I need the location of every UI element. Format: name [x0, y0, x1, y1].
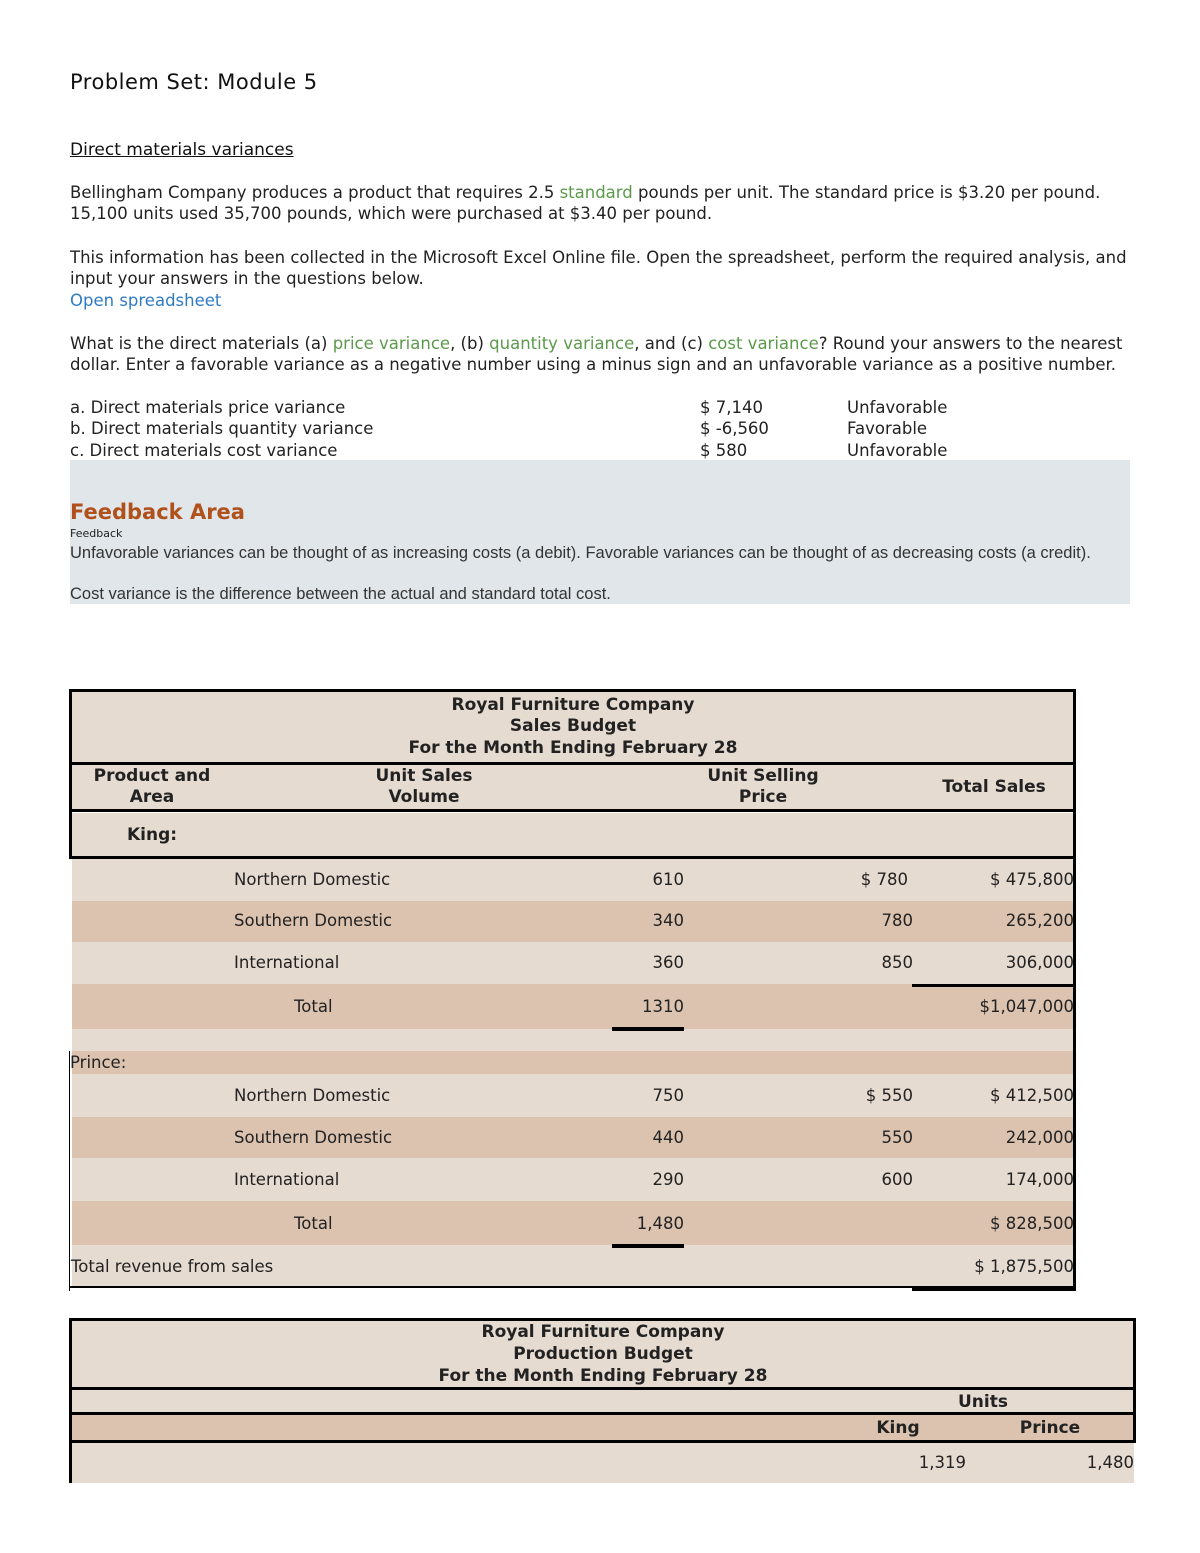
feedback-line-1: Unfavorable variances can be thought of as increasing costs (a debit). Favorable variances can be thought of as decreasing costs (a credit). [70, 544, 1091, 562]
row-band [72, 901, 1074, 942]
row-band [72, 859, 1074, 901]
answer-amount[interactable]: $ 580 [700, 441, 748, 460]
king-row-price[interactable]: 780 [881, 911, 913, 930]
question-text: , (b) [450, 334, 490, 353]
border [69, 1387, 1136, 1390]
row-band [72, 1117, 1074, 1158]
sales-company: Royal Furniture Company [451, 695, 695, 715]
feedback-line-2: Cost variance is the difference between the actual and standard total cost. [70, 585, 611, 603]
production-row-bg [72, 1443, 1134, 1483]
production-king-value[interactable]: 1,319 [918, 1453, 966, 1472]
production-cols-bg [72, 1415, 1134, 1440]
border [69, 1318, 1136, 1321]
prince-row-total[interactable]: $ 412,500 [990, 1086, 1074, 1105]
answer-label: a. Direct materials price variance [70, 398, 346, 417]
row-band [72, 942, 1074, 984]
king-row-area: International [234, 953, 340, 972]
production-company: Royal Furniture Company [481, 1322, 725, 1342]
question-text: ? Round your answers to the nearest dollar. Enter a favorable variance as a negative number using a minus sign and an unfavorable variance as a positive number. [70, 334, 1123, 374]
king-row-price[interactable]: $ 780 [860, 870, 908, 889]
answer-row-b [70, 418, 1070, 439]
prince-row-area: Northern Domestic [234, 1086, 391, 1105]
total-line [912, 1286, 1074, 1291]
prince-row-price[interactable]: $ 550 [865, 1086, 913, 1105]
feedback-label: Feedback [70, 527, 123, 540]
row-band [72, 1201, 1074, 1245]
col-unit-selling-price: Unit Selling Price [707, 766, 819, 807]
prince-row-price[interactable]: 600 [881, 1170, 913, 1189]
prince-row-volume[interactable]: 440 [652, 1128, 684, 1147]
king-row-price[interactable]: 850 [881, 953, 913, 972]
prince-row-volume[interactable]: 290 [652, 1170, 684, 1189]
border [69, 689, 1076, 692]
feedback-title: Feedback Area [70, 500, 245, 524]
king-row-total[interactable]: $ 475,800 [990, 870, 1074, 889]
answer-amount[interactable]: $ -6,560 [700, 419, 769, 438]
sales-budget-name: Sales Budget [509, 716, 637, 736]
border [69, 856, 1076, 859]
row-band [72, 1051, 1074, 1074]
prince-label: Prince: [70, 1053, 127, 1072]
feedback-area [70, 460, 1130, 604]
border [69, 762, 1076, 765]
king-row-area: Southern Domestic [234, 911, 393, 930]
prince-row-total[interactable]: 242,000 [1005, 1128, 1074, 1147]
row-band [72, 1074, 1074, 1117]
total-line [612, 1027, 684, 1031]
king-row-volume[interactable]: 340 [652, 911, 684, 930]
king-row-volume[interactable]: 360 [652, 953, 684, 972]
king-label: King: [127, 825, 178, 845]
sales-period: For the Month Ending February 28 [408, 738, 738, 758]
production-prince-value[interactable]: 1,480 [1086, 1453, 1134, 1472]
king-row-area: Northern Domestic [234, 870, 391, 889]
king-row-total[interactable]: 306,000 [1005, 953, 1074, 972]
answer-amount[interactable]: $ 7,140 [700, 398, 763, 417]
prince-row-total[interactable]: 174,000 [1005, 1170, 1074, 1189]
total-line [912, 984, 1074, 987]
prince-row-area: International [234, 1170, 340, 1189]
term-quantity-variance[interactable]: quantity variance [489, 334, 635, 353]
prince-total-label: Total [294, 1214, 333, 1233]
king-total-volume[interactable]: 1310 [642, 997, 684, 1016]
revenue-label: Total revenue from sales [71, 1257, 274, 1276]
problem-paragraph [70, 182, 1130, 224]
answer-row-c [70, 440, 1070, 461]
answer-label: b. Direct materials quantity variance [70, 419, 374, 438]
term-price-variance[interactable]: price variance [332, 334, 451, 353]
prince-row-price[interactable]: 550 [881, 1128, 913, 1147]
info-paragraph: This information has been collected in the Microsoft Excel Online file. Open the spreadsheet, perform the required analysis, and input your answers in the questions below. [70, 248, 1127, 288]
answer-row-a [70, 397, 1070, 418]
prince-total-volume[interactable]: 1,480 [636, 1214, 684, 1233]
answer-result[interactable]: Favorable [847, 419, 928, 438]
row-band [72, 984, 1074, 1029]
row-band [72, 1029, 1074, 1051]
king-row-volume[interactable]: 610 [652, 870, 684, 889]
revenue-total[interactable]: $ 1,875,500 [974, 1257, 1074, 1276]
king-total-sales[interactable]: $1,047,000 [979, 997, 1074, 1016]
section-heading: Direct materials variances [70, 140, 294, 160]
problem-text: Bellingham Company produces a product that requires 2.5 [70, 183, 560, 202]
answer-result[interactable]: Unfavorable [847, 398, 948, 417]
open-spreadsheet-link[interactable]: Open spreadsheet [70, 291, 222, 310]
border [69, 809, 1076, 812]
col-total-sales: Total Sales [942, 777, 1046, 797]
row-band [72, 1158, 1074, 1201]
king-label-bg [72, 813, 1074, 857]
question-text: What is the direct materials (a) [70, 334, 333, 353]
prince-total-sales[interactable]: $ 828,500 [990, 1214, 1074, 1233]
question-text: , and (c) [634, 334, 709, 353]
answer-label: c. Direct materials cost variance [70, 441, 338, 460]
total-line [612, 1244, 684, 1248]
border [69, 1051, 70, 1291]
term-standard[interactable]: standard [559, 183, 633, 202]
production-units-header: Units [958, 1392, 1008, 1412]
border [69, 1440, 1136, 1443]
col-product-area: Product and Area [93, 766, 211, 807]
col-unit-sales-volume: Unit Sales Volume [375, 766, 473, 807]
production-budget-name: Production Budget [513, 1344, 693, 1364]
answer-result[interactable]: Unfavorable [847, 441, 948, 460]
production-col-king: King [876, 1418, 920, 1438]
production-col-prince: Prince [1019, 1418, 1081, 1438]
term-cost-variance[interactable]: cost variance [708, 334, 819, 353]
king-row-total[interactable]: 265,200 [1005, 911, 1074, 930]
prince-row-area: Southern Domestic [234, 1128, 393, 1147]
problem-text: pounds per unit. The standard price is $3.20 per pound. 15,100 units used 35,700 pounds, which were purchased at $3.40 per pound. [70, 183, 1101, 223]
king-total-label: Total [294, 997, 333, 1016]
question-paragraph [70, 333, 1130, 375]
page-title: Problem Set: Module 5 [70, 70, 318, 94]
production-period: For the Month Ending February 28 [438, 1366, 768, 1386]
prince-row-volume[interactable]: 750 [652, 1086, 684, 1105]
